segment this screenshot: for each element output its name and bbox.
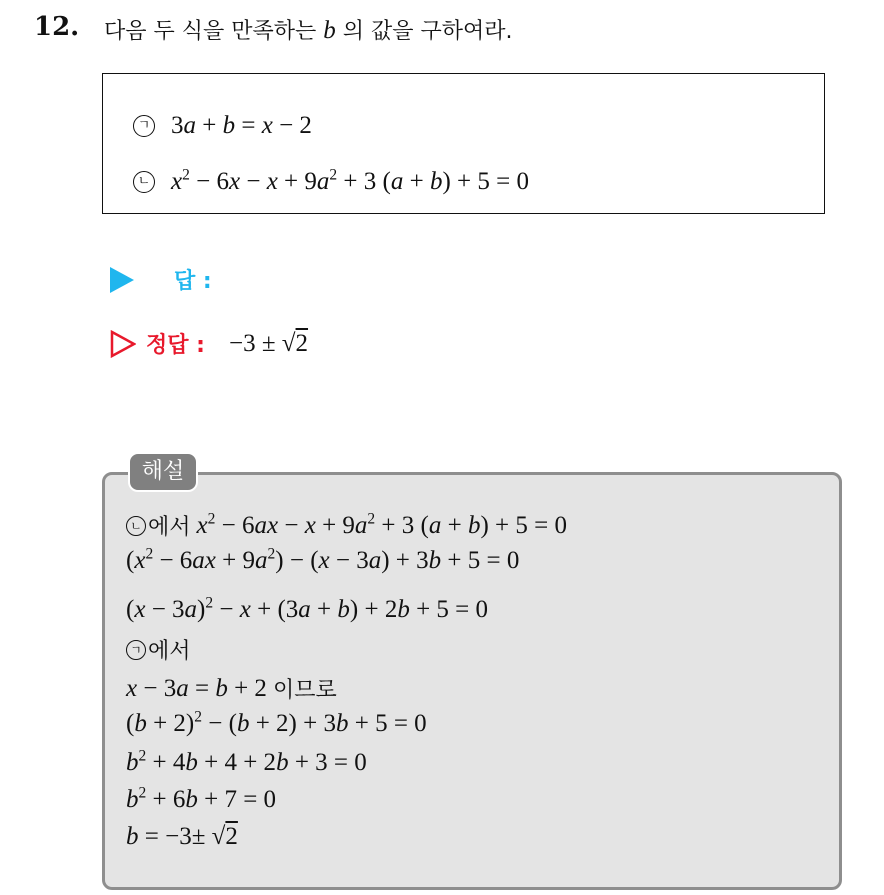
solution-line-9 bbox=[126, 823, 238, 851]
solution-equation: $b^2 + 4b + 4 + 2b + 3 = 0$ bbox=[126, 747, 367, 776]
solution-equation: $(x - 3a)^2 - x + (3a + b) + 2b + 5 = 0$ bbox=[126, 594, 489, 623]
condition-1 bbox=[133, 112, 312, 140]
answer-label: 답 : bbox=[174, 269, 212, 294]
solution-korean: 이므로 bbox=[272, 678, 337, 703]
solution-korean: 에서 bbox=[148, 639, 191, 664]
correct-answer-label: 정답 : bbox=[146, 333, 205, 358]
correct-answer-value: −3 ± √2 bbox=[228, 329, 309, 357]
solution-equation: $(b + 2)^2 - (b + 2) + 3b + 5 = 0$ bbox=[126, 708, 427, 737]
solution-line-5 bbox=[126, 673, 337, 704]
correct-answer-row bbox=[110, 328, 308, 359]
solution-line-7 bbox=[126, 749, 367, 777]
conditions-box bbox=[102, 73, 825, 214]
question-variable-b: b bbox=[323, 17, 336, 44]
solution-equation: x − 3a = b + 2 bbox=[126, 674, 267, 702]
answer-row bbox=[110, 264, 212, 295]
solution-equation: $x^2 - 6ax - x + 9a^2 + 3$ (a + b) + 5 = 0 bbox=[196, 510, 567, 539]
condition-2 bbox=[133, 168, 529, 196]
condition-1-equation: 3a + b = x − 2 bbox=[171, 112, 312, 139]
solution-equation: $(x^2 - 6ax + 9a^2) - (x - 3a) + 3b + 5 = 0$ bbox=[126, 545, 520, 574]
solution-line-3 bbox=[126, 596, 488, 624]
solution-line-2 bbox=[126, 547, 519, 575]
outline-triangle-icon bbox=[110, 330, 136, 358]
question-number: 12. bbox=[34, 12, 80, 42]
condition-2-equation: $x^2 - 6x - x + 9a^2 + 3$ (a + b) + 5 = 0 bbox=[171, 166, 529, 195]
solution-equation: $b^2 + 6b + 7 = 0$ bbox=[126, 784, 277, 813]
solution-tab: 해설 bbox=[128, 452, 198, 492]
question-text-before: 다음 두 식을 만족하는 bbox=[104, 19, 317, 44]
circled-nieun-marker: ㄴ bbox=[133, 171, 155, 193]
solution-equation: b = −3± √2 bbox=[126, 823, 238, 850]
circled-giyeok-marker: ㄱ bbox=[133, 115, 155, 137]
circled-nieun-marker: ㄴ bbox=[126, 516, 146, 536]
solution-line-6 bbox=[126, 710, 427, 738]
question-text-after: 의 값을 구하여라. bbox=[342, 19, 513, 44]
solution-korean: 에서 bbox=[148, 515, 191, 540]
question-text bbox=[104, 14, 513, 45]
solution-line-1 bbox=[126, 510, 567, 541]
solution-line-8 bbox=[126, 786, 276, 814]
solution-line-4 bbox=[126, 634, 191, 665]
circled-giyeok-marker: ㄱ bbox=[126, 640, 146, 660]
play-triangle-icon bbox=[110, 267, 134, 293]
